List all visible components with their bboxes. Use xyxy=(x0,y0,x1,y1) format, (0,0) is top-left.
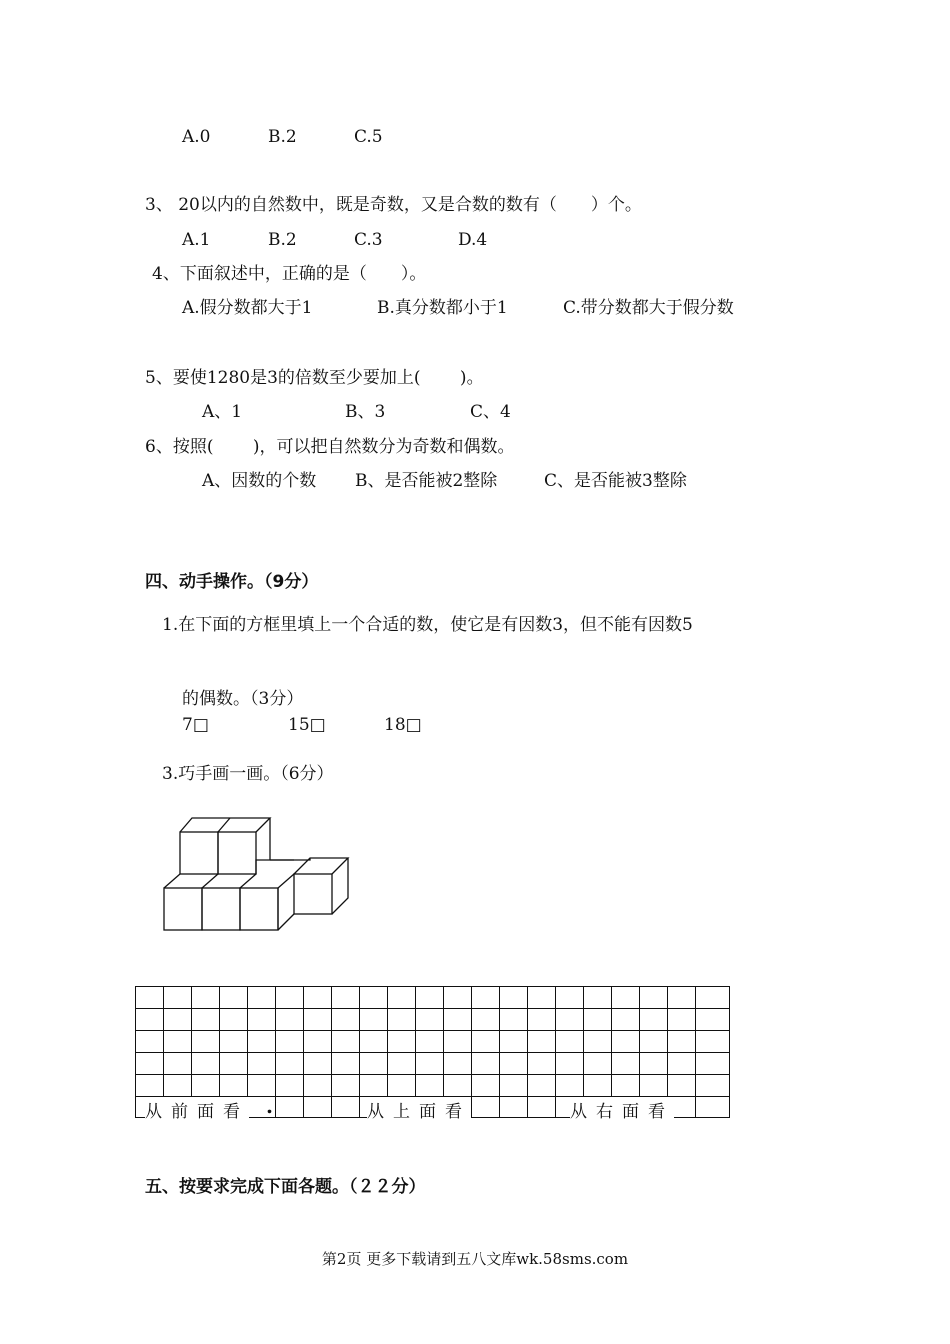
section4-title: 四、动手操作。（9分） xyxy=(145,572,319,592)
q3-option-d: D.4 xyxy=(458,230,488,250)
cube-back-front xyxy=(294,874,332,914)
q5-option-a: A、1 xyxy=(202,402,243,422)
grid-label-dot: . xyxy=(266,1094,282,1118)
box-15: 15□ xyxy=(288,715,326,735)
q4-option-b: B.真分数都小于1 xyxy=(377,298,508,318)
section5-title: 五、按要求完成下面各题。（２２分） xyxy=(145,1177,426,1197)
q2-option-c: C.5 xyxy=(354,127,383,147)
q4-option-c: C.带分数都大于假分数 xyxy=(563,298,734,318)
cube-top-roof-divider xyxy=(218,818,230,832)
q4-text: 4、下面叙述中，正确的是（ ）。 xyxy=(152,264,427,284)
cube-top-2-front xyxy=(218,832,256,874)
grid-label-top: 从上面看 xyxy=(367,1097,471,1122)
grid-label-front: 从前面看 xyxy=(145,1097,249,1122)
grid-label-right: 从右面看 xyxy=(570,1097,674,1122)
cube-figure xyxy=(160,816,360,940)
q6-option-a: A、因数的个数 xyxy=(202,471,317,491)
drawing-grid[interactable] xyxy=(135,986,731,1124)
q3-text: 3、 20以内的自然数中，既是奇数，又是合数的数有（ ）个。 xyxy=(145,195,642,215)
cube-bottom-roof-divider-2 xyxy=(240,874,256,888)
cube-top-roof xyxy=(180,818,270,832)
cube-bottom-1-front xyxy=(164,888,202,930)
q2-option-a: A.0 xyxy=(182,127,211,147)
section4-q1-line2: 的偶数。（3分） xyxy=(182,689,304,709)
q2-option-b: B.2 xyxy=(268,127,297,147)
q5-text: 5、要使1280是3的倍数至少要加上( )。 xyxy=(145,368,484,388)
q4-option-a: A.假分数都大于1 xyxy=(182,298,313,318)
cube-bottom-2-front xyxy=(202,888,240,930)
q5-option-c: C、4 xyxy=(470,402,511,422)
q3-option-c: C.3 xyxy=(354,230,383,250)
q3-option-a: A.1 xyxy=(182,230,211,250)
q5-option-b: B、3 xyxy=(345,402,386,422)
q6-option-c: C、是否能被3整除 xyxy=(544,471,687,491)
section4-q3: 3.巧手画一画。（6分） xyxy=(162,764,334,784)
cube-bottom-roof-divider-3 xyxy=(278,874,294,888)
section4-q1-line1: 1.在下面的方框里填上一个合适的数，使它是有因数3，但不能有因数5 xyxy=(162,615,693,635)
cube-bottom-3-front xyxy=(240,888,278,930)
box-18: 18□ xyxy=(384,715,422,735)
cube-bottom-side xyxy=(278,914,294,930)
q6-option-b: B、是否能被2整除 xyxy=(355,471,498,491)
cube-bottom-roof-divider-1 xyxy=(202,874,218,888)
box-7: 7□ xyxy=(182,715,209,735)
q3-option-b: B.2 xyxy=(268,230,297,250)
page-footer: 第2页 更多下载请到五八文库wk.58sms.com xyxy=(321,1250,629,1268)
cube-top-1-front xyxy=(180,832,218,874)
cube-bottom-roof-left xyxy=(164,874,180,888)
q6-text: 6、按照( )，可以把自然数分为奇数和偶数。 xyxy=(145,437,515,457)
